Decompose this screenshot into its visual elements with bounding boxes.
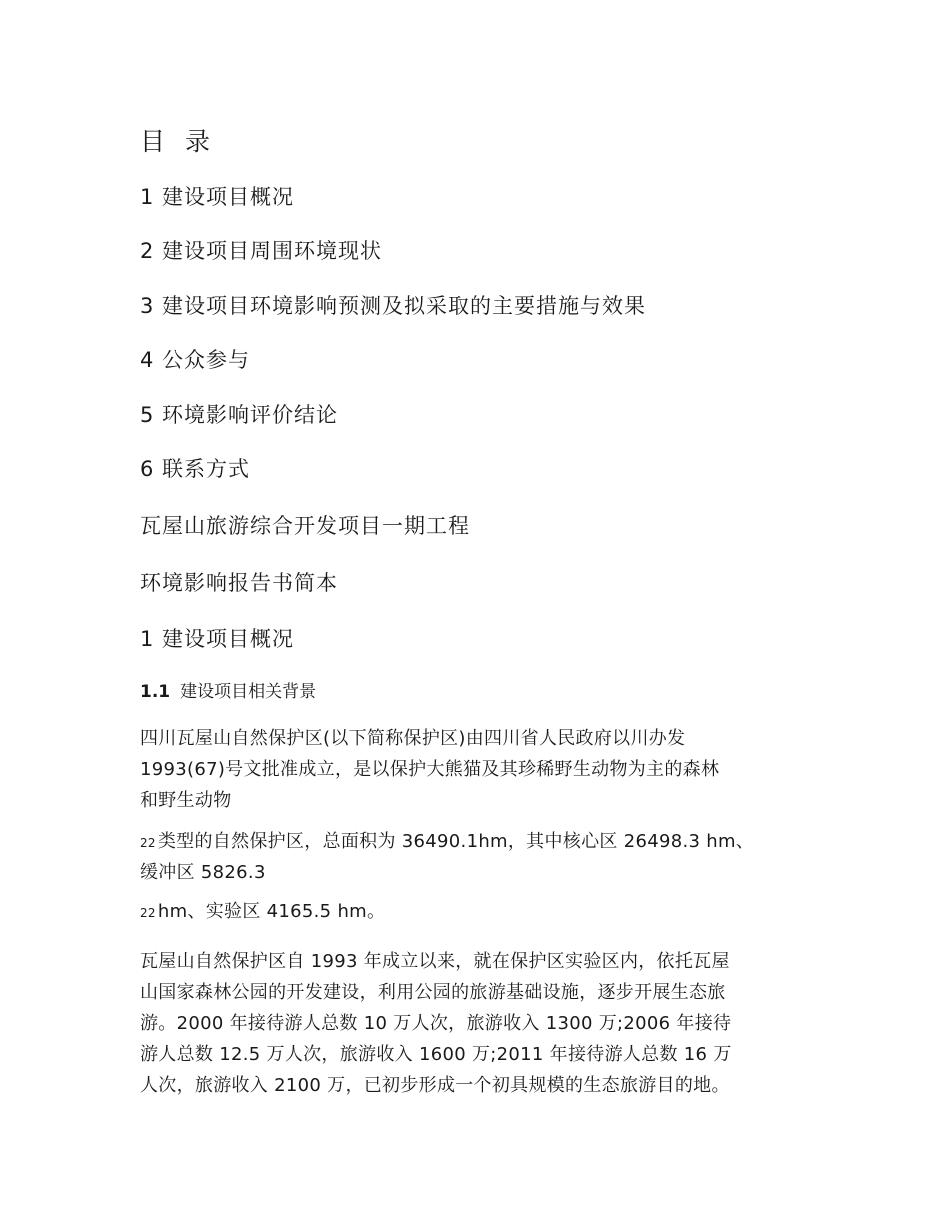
paragraph-line: 四川瓦屋山自然保护区(以下简称保护区)由四川省人民政府以川办发: [140, 728, 686, 749]
paragraph-line: 缓冲区 5826.3: [140, 862, 266, 883]
paragraph-line: 22 hm、实验区 4165.5 hm。: [140, 901, 386, 922]
toc-title: 目 录: [140, 127, 216, 156]
toc-item-1: 1 建设项目概况: [140, 185, 295, 209]
superscript-marker: 22: [140, 836, 156, 850]
toc-item-4: 4 公众参与: [140, 348, 251, 372]
paragraph-line: 1993(67)号文批准成立，是以保护大熊猫及其珍稀野生动物为主的森林: [140, 759, 720, 780]
paragraph-line: 22 类型的自然保护区，总面积为 36490.1hm，其中核心区 26498.3 hm、: [140, 831, 755, 852]
doc-title-line2: 环境影响报告书简本: [140, 571, 338, 595]
paragraph-tourism-history: [140, 946, 820, 1101]
paragraph-line: 山国家森林公园的开发建设，利用公园的旅游基础设施，逐步开展生态旅: [140, 982, 726, 1003]
paragraph-line: 瓦屋山自然保护区自 1993 年成立以来，就在保护区实验区内，依托瓦屋: [140, 951, 730, 972]
paragraph-background: [140, 723, 820, 816]
paragraph-line: 游。2000 年接待游人总数 10 万人次，旅游收入 1300 万;2006 年接待: [140, 1013, 732, 1034]
doc-title-line1: 瓦屋山旅游综合开发项目一期工程: [140, 514, 470, 538]
paragraph-line: 游人总数 12.5 万人次，旅游收入 1600 万;2011 年接待游人总数 16 万: [140, 1044, 732, 1065]
subsection-title: 建设项目相关背景: [180, 682, 317, 702]
paragraph-experimental-area: [140, 896, 820, 929]
paragraph-area: [140, 827, 820, 887]
paragraph-line: 人次，旅游收入 2100 万，已初步形成一个初具规模的生态旅游目的地。: [140, 1075, 730, 1096]
toc-item-2: 2 建设项目周围环境现状: [140, 239, 383, 263]
subsection-number: 1.1: [140, 682, 171, 702]
superscript-marker: 22: [140, 906, 156, 920]
subsection-heading-1-1: [140, 677, 316, 702]
toc-item-5: 5 环境影响评价结论: [140, 403, 339, 427]
paragraph-line: 和野生动物: [140, 790, 232, 811]
section-heading-1: 1 建设项目概况: [140, 627, 295, 651]
toc-item-3: 3 建设项目环境影响预测及拟采取的主要措施与效果: [140, 294, 647, 318]
toc-item-6: 6 联系方式: [140, 457, 251, 481]
